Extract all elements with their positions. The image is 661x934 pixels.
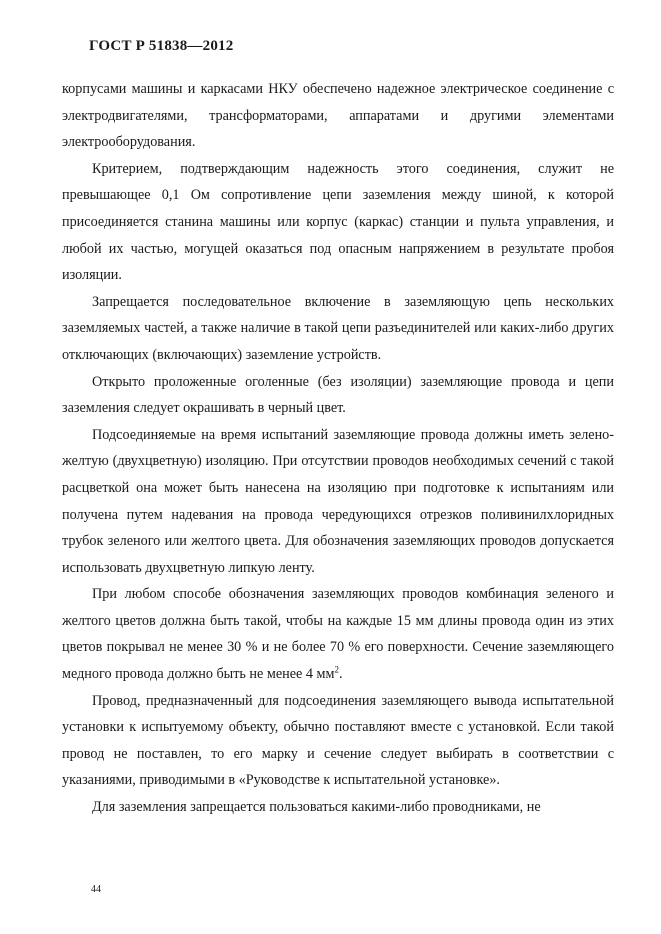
page-number: 44 (91, 884, 101, 895)
superscript-2: 2 (334, 664, 339, 675)
document-header: ГОСТ Р 51838—2012 (89, 38, 234, 54)
paragraph-5: Подсоединяемые на время испытаний заземляющие провода должны иметь зелено-желтую (двухцветную) изоляцию. При отсутствии проводов необходимых сечений с такой расцветкой она может быть нанесена на изоляцию при подготовке к испытаниям или получена путем надевания на провода чередующихся отрезков поливинилхлоридных трубок зеленого или желтого цвета. Для обозначения заземляющих проводов допускается использовать двухцветную липкую ленту. (62, 426, 614, 576)
paragraph-4: Открыто проложенные оголенные (без изоляции) заземляющие провода и цепи заземления следует окрашивать в черный цвет. (62, 373, 614, 417)
paragraph-2: Критерием, подтверждающим надежность этого соединения, служит не превышающее 0,1 Ом сопротивление цепи заземления между шиной, к которой присоединяется станина машины или корпус (каркас) станции и пульта управления, и любой их частью, могущей оказаться под опасным напряжением в результате пробоя изоляции. (62, 160, 614, 284)
paragraph-6-text: При любом способе обозначения заземляющих проводов комбинация зеленого и желтого цветов должна быть такой, чтобы на каждые 15 мм длины провода один из этих цветов покрывал не менее 30 % и не более 70 % его поверхности. Сечение заземляющего медного провода должно быть не менее 4 мм (62, 586, 614, 683)
paragraph-7: Провод, предназначенный для подсоединения заземляющего вывода испытательной установки к испытуемому объекту, обычно поставляют вместе с установкой. Если такой провод не поставлен, то его марку и сечение следует выбирать в соответствии с указаниями, приводимыми в «Руководстве к испытательной установке». (62, 692, 614, 789)
paragraph-6 (62, 581, 614, 687)
paragraph-8: Для заземления запрещается пользоваться какими-либо проводниками, не (92, 799, 541, 816)
paragraph-6-end: . (338, 666, 343, 683)
document-body (62, 76, 614, 821)
paragraph-3: Запрещается последовательное включение в заземляющую цепь нескольких заземляемых частей, а также наличие в такой цепи разъединителей или каких-либо других отключающих (включающих) заземление устройств. (62, 293, 614, 363)
paragraph-1-continuation: корпусами машины и каркасами НКУ обеспечено надежное электрическое соединение с электродвигателями, трансформаторами, аппаратами и другими элементами электрооборудования. (62, 81, 614, 151)
